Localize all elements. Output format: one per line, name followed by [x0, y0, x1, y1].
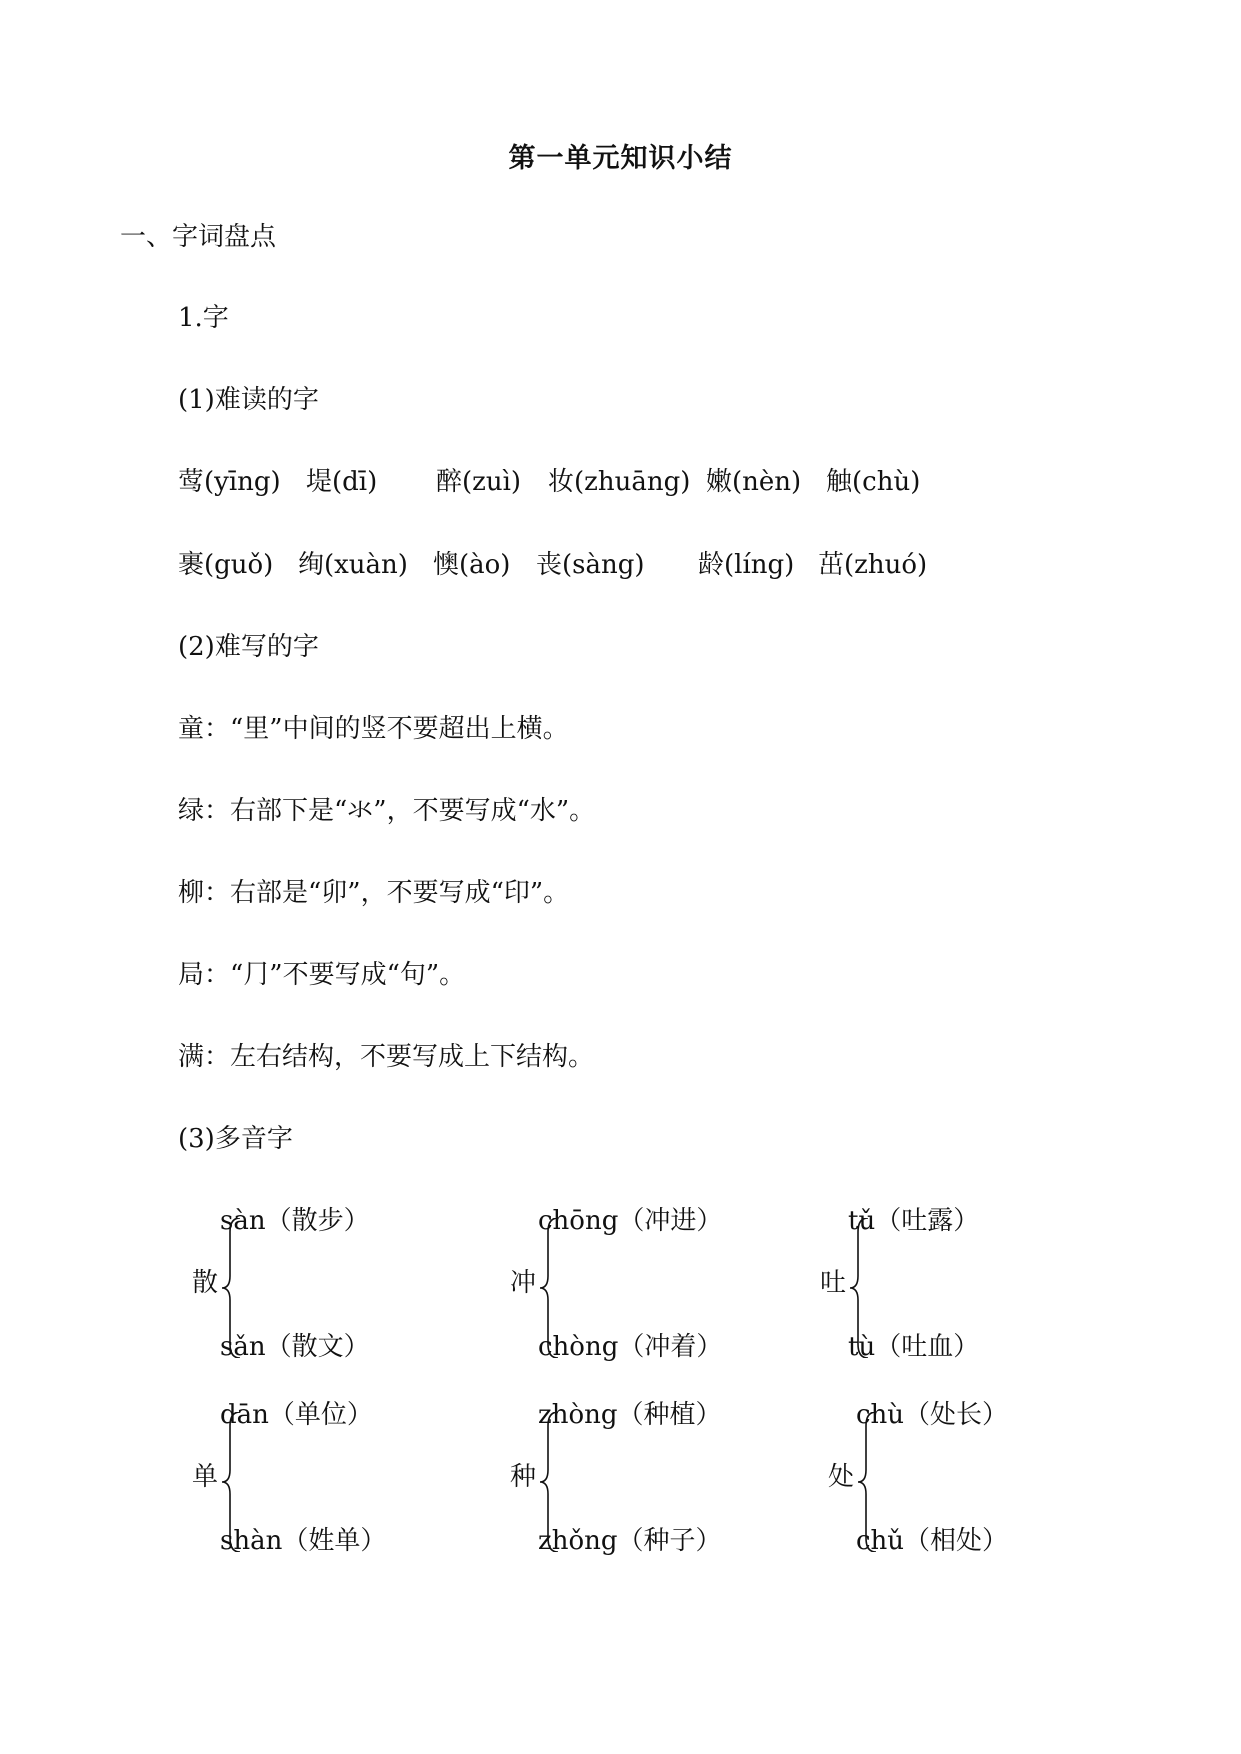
hard-write-item: 柳：右部是“卯”，不要写成“印”。 [178, 878, 570, 908]
hard-write-item: 童：“里”中间的竖不要超出上横。 [178, 714, 569, 744]
pinyin-char: 裹(guǒ) [178, 550, 274, 580]
polyphonic-group [510, 1204, 770, 1374]
polyphonic-reading-1: sàn（散步） [220, 1206, 370, 1236]
polyphonic-reading-1: chù（处长） [856, 1400, 1009, 1430]
pinyin-char: 醉(zuì) [436, 467, 522, 497]
polyphonic-char: 冲 [510, 1268, 537, 1298]
polyphonic-char: 吐 [820, 1268, 847, 1298]
pinyin-char: 茁(zhuó) [818, 550, 928, 580]
document-title: 第一单元知识小结 [508, 143, 733, 174]
heading-hard-to-read: (1)难读的字 [178, 385, 319, 415]
polyphonic-char: 单 [192, 1462, 219, 1492]
polyphonic-reading-1: dān（单位） [220, 1400, 373, 1430]
polyphonic-reading-2: sǎn（散文） [220, 1332, 370, 1362]
heading-hard-to-write: (2)难写的字 [178, 632, 319, 662]
polyphonic-char: 处 [828, 1462, 855, 1492]
polyphonic-reading-2: chǔ（相处） [856, 1526, 1009, 1556]
hard-write-item: 局：“⺆”不要写成“句”。 [178, 960, 466, 990]
hard-write-item: 满：左右结构，不要写成上下结构。 [178, 1042, 595, 1072]
polyphonic-reading-2: tù（吐血） [848, 1332, 980, 1362]
pinyin-char: 丧(sàng) [536, 550, 645, 580]
pinyin-char: 妆(zhuāng) [548, 467, 691, 497]
pinyin-char: 懊(ào) [433, 550, 511, 580]
hard-write-item: 绿：右部下是“氺”，不要写成“水”。 [178, 796, 596, 826]
pinyin-char: 嫩(nèn) [706, 467, 802, 497]
polyphonic-reading-2: shàn（姓单） [220, 1526, 387, 1556]
polyphonic-group [828, 1398, 1088, 1568]
subsection-characters: 1.字 [178, 303, 229, 333]
pinyin-char: 龄(líng) [698, 550, 795, 580]
polyphonic-group [192, 1398, 452, 1568]
pinyin-char: 绚(xuàn) [298, 550, 408, 580]
pinyin-char: 莺(yīng) [178, 467, 281, 497]
heading-polyphonic: (3)多音字 [178, 1124, 293, 1154]
polyphonic-group [192, 1204, 452, 1374]
pinyin-char: 触(chù) [826, 467, 921, 497]
polyphonic-reading-1: chōng（冲进） [538, 1206, 723, 1236]
pinyin-char: 堤(dī) [306, 467, 378, 497]
polyphonic-reading-1: zhòng（种植） [538, 1400, 722, 1430]
polyphonic-char: 种 [510, 1462, 537, 1492]
polyphonic-reading-2: zhǒng（种子） [538, 1526, 722, 1556]
polyphonic-group [820, 1204, 1080, 1374]
polyphonic-reading-2: chòng（冲着） [538, 1332, 723, 1362]
polyphonic-char: 散 [192, 1268, 219, 1298]
polyphonic-group [510, 1398, 770, 1568]
section-heading-word-review: 一、字词盘点 [120, 222, 277, 252]
polyphonic-reading-1: tǔ（吐露） [848, 1206, 980, 1236]
